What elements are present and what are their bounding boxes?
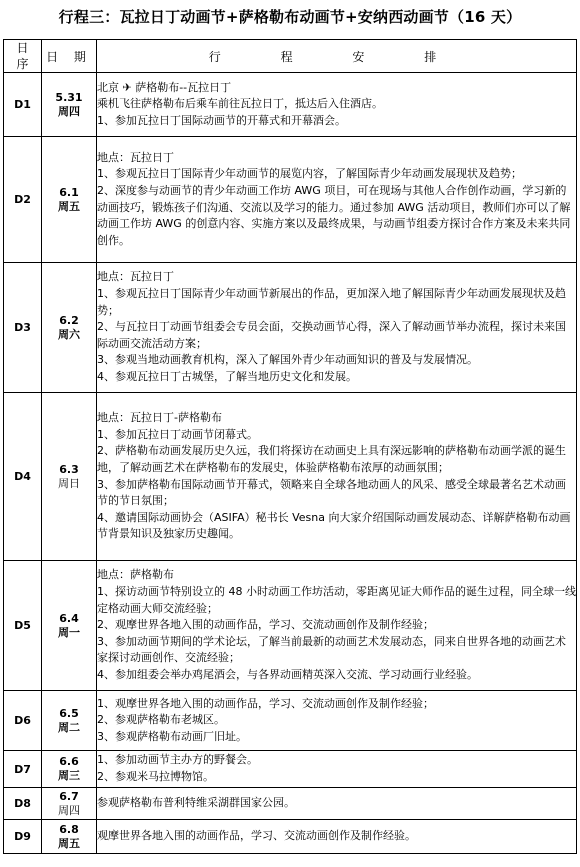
day-cell: D5 [4, 561, 42, 691]
plan-line: 2、参观米马拉博物馆。 [97, 770, 214, 783]
table-row [4, 73, 577, 137]
date-value: 6.4 [59, 611, 79, 625]
plan-line: 3、参加动画节期间的学术论坛，了解当前最新的动画艺术发展动态，同来自世界各地的动画艺术家探讨动画创作、交流经验； [97, 634, 566, 665]
weekday-value: 周六 [58, 327, 80, 341]
plan-line: 1、参加动画节主办方的野餐会。 [97, 753, 258, 767]
table-row [4, 691, 577, 751]
day-cell: D3 [4, 263, 42, 393]
date-value: 6.5 [59, 706, 79, 720]
table-row [4, 561, 577, 691]
weekday-value: 周一 [58, 625, 80, 639]
plan-cell [97, 263, 577, 393]
weekday-value: 周二 [58, 720, 80, 734]
plan-line: 1、观摩世界各地入围的动画作品，学习、交流动画创作及制作经验； [97, 696, 434, 710]
plan-cell [97, 751, 577, 788]
table-row [4, 788, 577, 820]
plan-line: 地点：瓦拉日丁 [97, 150, 174, 164]
plan-line: 地点：瓦拉日丁 [97, 270, 174, 284]
table-row [4, 820, 577, 854]
plan-line: 3、参加萨格勒布国际动画节开幕式，领略来自全球各地动画人的风采、感受全球最著名艺术动画节的节日氛围； [97, 477, 566, 508]
header-seq [4, 40, 42, 73]
date-cell [42, 393, 97, 561]
day-cell: D8 [4, 788, 42, 820]
weekday-value: 周五 [58, 836, 80, 850]
plan-line: 3、参观萨格勒布动画厂旧址。 [97, 729, 247, 743]
date-cell [42, 691, 97, 751]
plan-line: 地点：瓦拉日丁-萨格勒布 [97, 411, 222, 425]
table-header-row [4, 40, 577, 73]
plan-cell [97, 73, 577, 137]
table-row [4, 393, 577, 561]
weekday-value: 周四 [58, 803, 80, 817]
weekday-value: 周五 [58, 199, 80, 213]
date-cell [42, 788, 97, 820]
header-seq-line2: 序 [16, 57, 29, 71]
date-cell [42, 561, 97, 691]
date-cell [42, 137, 97, 263]
date-cell [42, 820, 97, 854]
day-cell: D6 [4, 691, 42, 751]
date-cell [42, 263, 97, 393]
day-cell: D1 [4, 73, 42, 137]
plan-line: 3、参观当地动画教育机构，深入了解国外青少年动画知识的普及与发展情况。 [97, 353, 478, 367]
weekday-value: 周四 [58, 104, 80, 118]
date-value: 6.7 [59, 789, 79, 803]
date-value: 6.1 [59, 185, 79, 199]
plan-line: 1、参观瓦拉日丁国际青少年动画节新展出的作品，更加深入地了解国际青少年动画发展现状及趋势； [97, 287, 566, 317]
plan-cell [97, 137, 577, 263]
plan-line: 2、观摩世界各地入围的动画作品，学习、交流动画创作及制作经验； [97, 618, 434, 632]
plan-line: 乘机飞往萨格勒布后乘车前往瓦拉日丁，抵达后入住酒店。 [97, 97, 383, 111]
header-date: 日 期 [42, 40, 97, 73]
day-cell: D7 [4, 751, 42, 788]
plan-line: 4、参观瓦拉日丁古城堡，了解当地历史文化和发展。 [97, 369, 357, 383]
plan-line: 1、探访动画节特别设立的 48 小时动画工作坊活动，零距离见证大师作品的诞生过程，同全球一线定格动画大师交流经验； [97, 585, 576, 615]
plan-line: 1、参观瓦拉日丁国际青少年动画节的展览内容，了解国际青少年动画发展现状及趋势； [97, 167, 522, 181]
plan-line: 参观萨格勒布普利特维采湖群国家公园。 [97, 796, 295, 810]
plan-line: 1、参加瓦拉日丁国际动画节的开幕式和开幕酒会。 [97, 113, 346, 127]
plan-line: 1、参加瓦拉日丁动画节闭幕式。 [97, 427, 258, 441]
date-cell [42, 751, 97, 788]
date-value: 6.8 [59, 822, 79, 836]
weekday-value: 周三 [58, 769, 80, 782]
plan-line: 4、参加组委会举办鸡尾酒会，与各界动画精英深入交流、学习动画行业经验。 [97, 667, 478, 681]
date-value: 6.2 [59, 313, 79, 327]
plan-cell [97, 788, 577, 820]
plan-line: 地点：萨格勒布 [97, 568, 174, 582]
plan-line: 北京 ✈ 萨格勒布--瓦拉日丁 [97, 80, 232, 94]
itinerary-table [3, 39, 577, 854]
plan-line: 2、萨格勒布动画发展历史久远，我们将探访在动画史上具有深远影响的萨格勒布动画学派的诞生地，了解动画艺术在萨格勒布的发展史，体验萨格勒布浓厚的动画氛围； [97, 444, 566, 474]
table-row [4, 137, 577, 263]
day-cell: D2 [4, 137, 42, 263]
header-seq-line1: 日 [16, 41, 29, 55]
plan-line: 2、参观萨格勒布老城区。 [97, 713, 225, 727]
day-cell: D9 [4, 820, 42, 854]
header-plan: 行 程 安 排 [97, 40, 577, 73]
plan-cell [97, 393, 577, 561]
plan-line: 观摩世界各地入围的动画作品，学习、交流动画创作及制作经验。 [97, 829, 416, 843]
date-value: 6.6 [59, 755, 79, 768]
page-title: 行程三：瓦拉日丁动画节+萨格勒布动画节+安纳西动画节（16 天） [58, 8, 522, 26]
table-row [4, 751, 577, 788]
plan-cell [97, 691, 577, 751]
plan-cell [97, 820, 577, 854]
plan-line: 2、与瓦拉日丁动画节组委会专员会面，交换动画节心得，深入了解动画节举办流程，探讨未来国际动画交流活动方案； [97, 320, 566, 350]
date-value: 6.3 [59, 462, 79, 476]
table-row [4, 263, 577, 393]
plan-line: 2、深度参与动画节的青少年动画工作坊 AWG 项目，可在现场与其他人合作创作动画，学习新的动画技巧，锻炼孩子们沟通、交流以及学习的能力。通过参加 AWG 活动项目，教师们亦可以了解动画工作坊 AWG 的创意内容、实施方案以及最终成果，与动画节组委方探讨合作方案及未来共同创作。 [97, 183, 571, 247]
plan-cell [97, 561, 577, 691]
day-cell: D4 [4, 393, 42, 561]
date-value: 5.31 [55, 90, 83, 104]
weekday-value: 周日 [58, 476, 80, 490]
plan-line: 4、邀请国际动画协会（ASIFA）秘书长 Vesna 向大家介绍国际动画发展动态、详解萨格勒布动画节背景知识及独家历史趣闻。 [97, 510, 571, 541]
date-cell [42, 73, 97, 137]
table-body [4, 73, 577, 854]
